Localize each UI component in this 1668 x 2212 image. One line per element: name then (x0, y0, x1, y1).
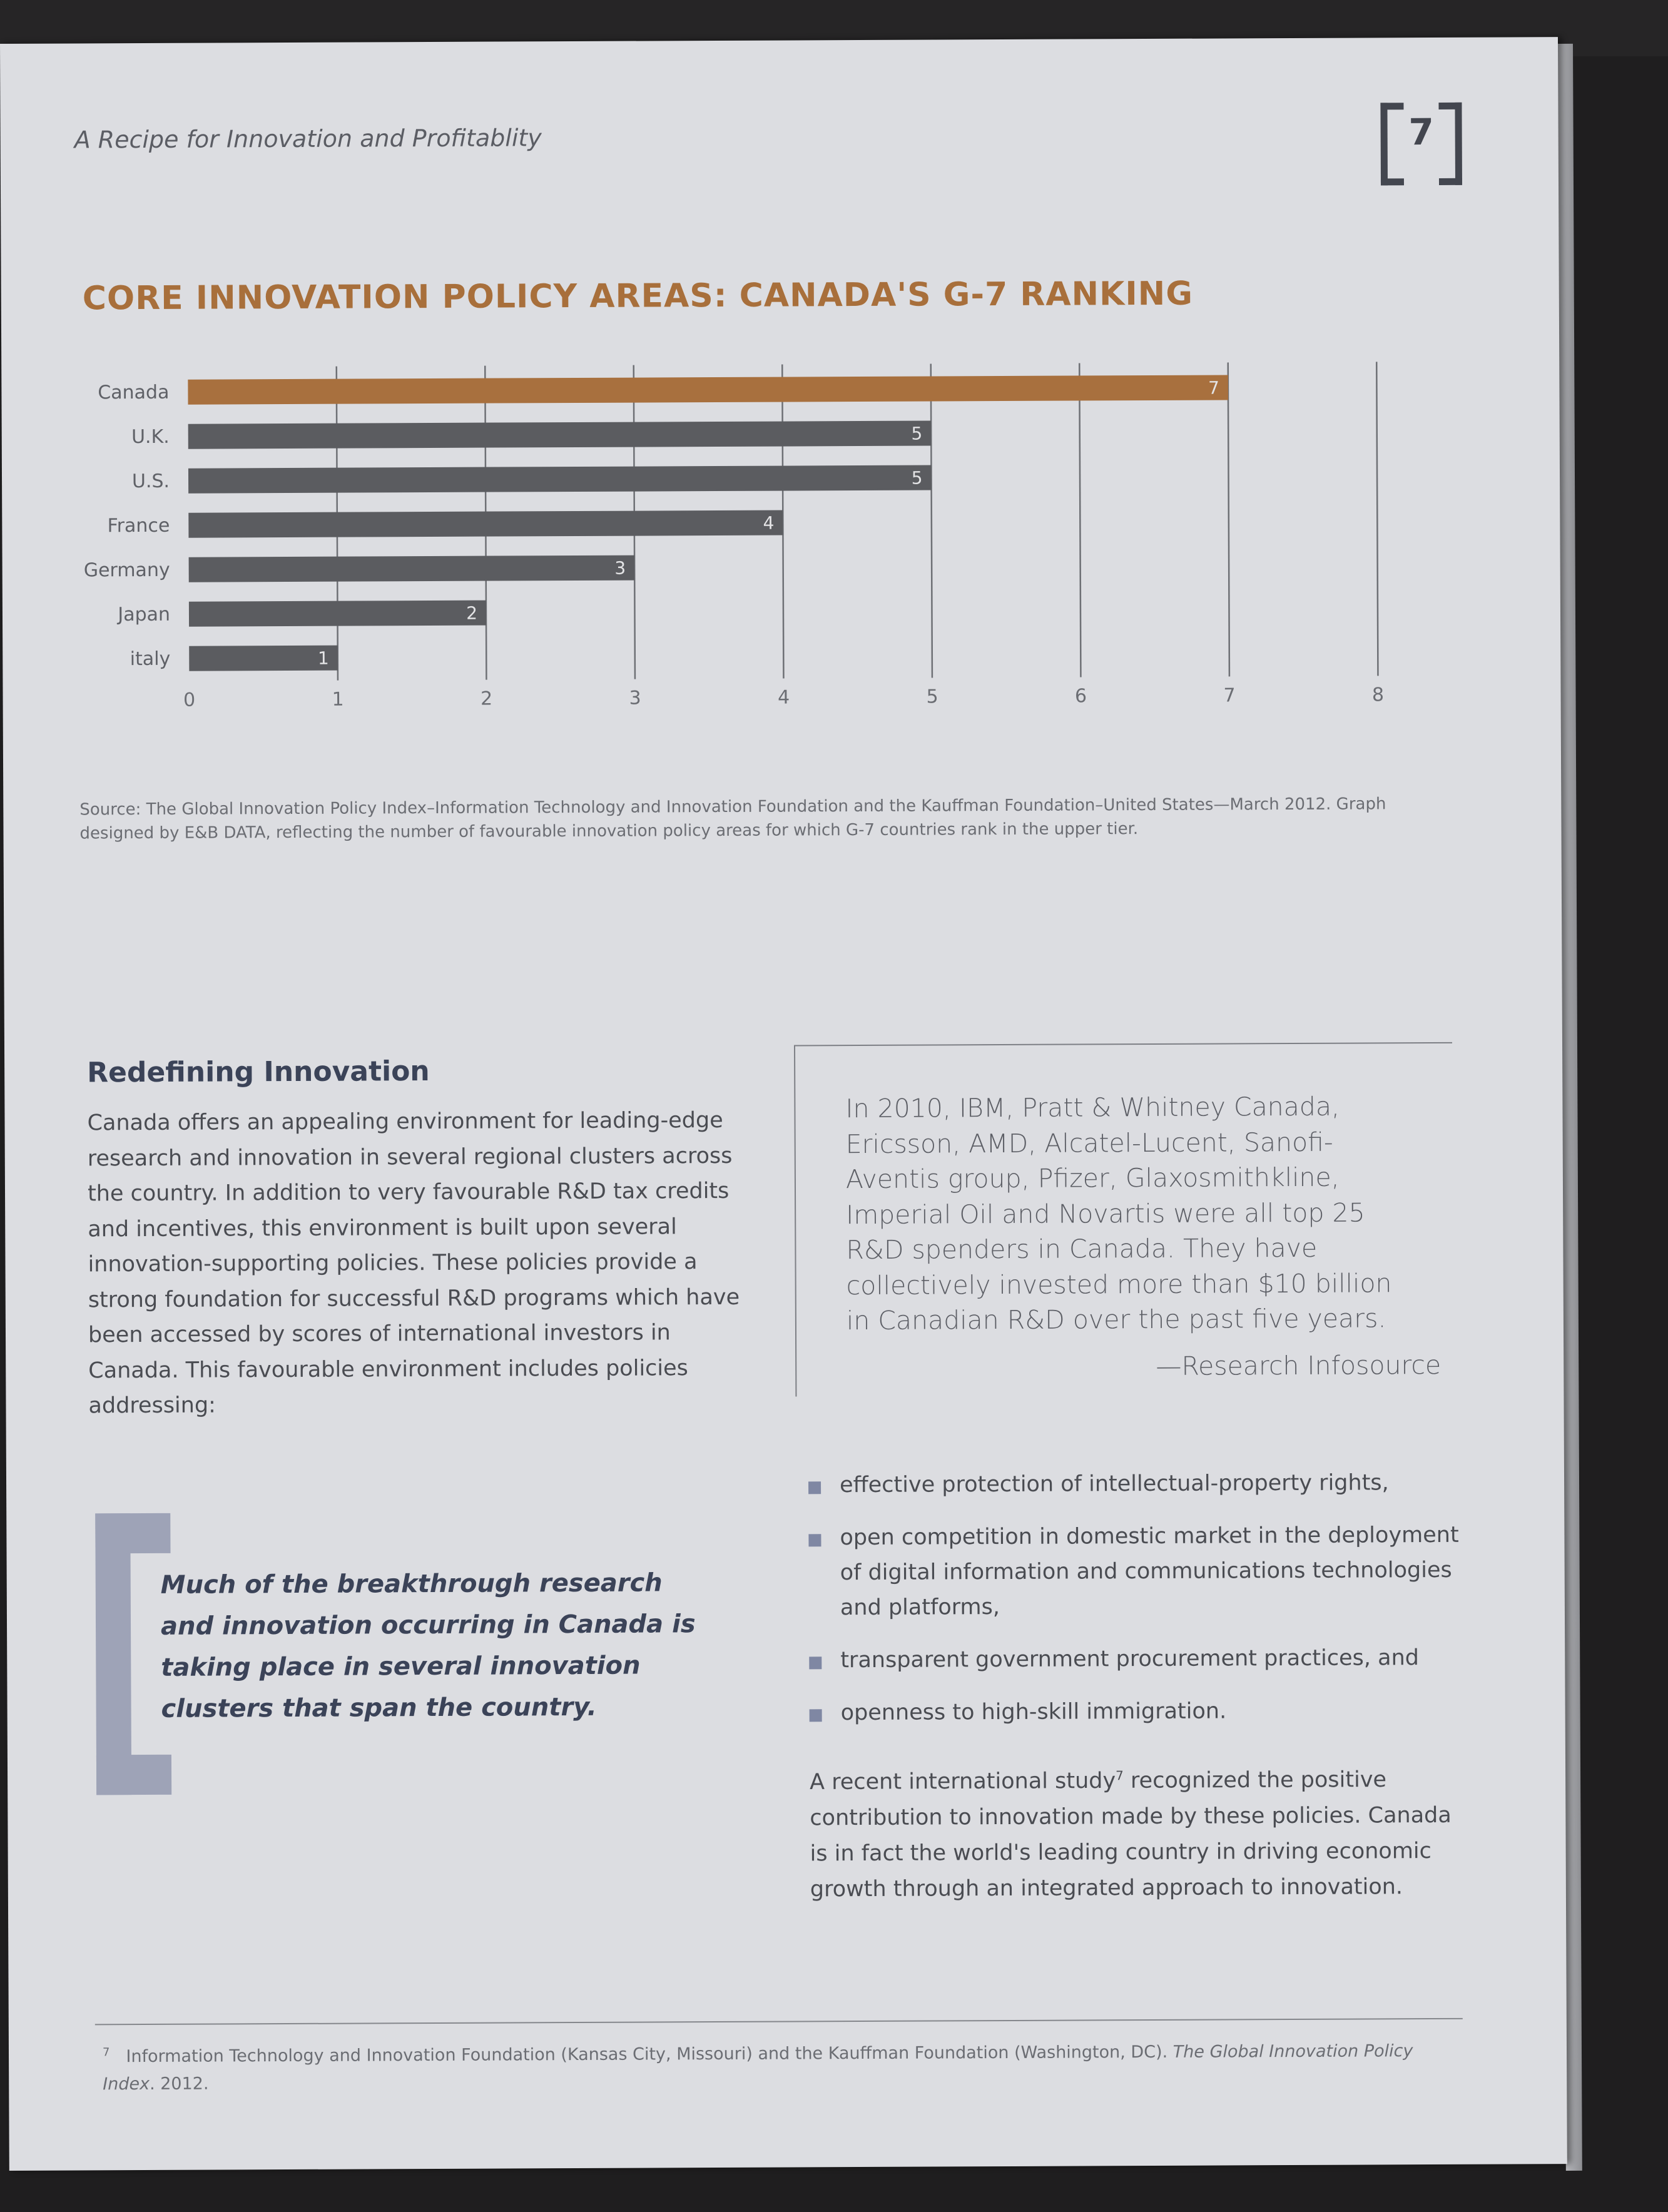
footnote-year: . 2012. (149, 2074, 209, 2094)
x-tick-label: 1 (332, 688, 344, 711)
bar-germany (189, 556, 635, 582)
pull-quote-bracket (95, 1513, 171, 1795)
bar-france (188, 510, 783, 538)
list-item-text: effective protection of intellectual-property rights, (839, 1470, 1389, 1498)
data-label: 1 (317, 647, 329, 669)
x-tick-label: 6 (1074, 685, 1087, 708)
running-header: A Recipe for Innovation and Profitablity (74, 124, 542, 154)
category-label: italy (130, 647, 171, 671)
category-label: Japan (118, 603, 171, 626)
pull-quote: Much of the breakthrough research and innovation occurring in Canada is taking place in several innovation clusters that span the country. (160, 1568, 696, 1723)
chart-title: CORE INNOVATION POLICY AREAS: CANADA'S G-7 RANKING (82, 275, 1194, 318)
bullet-square-icon (808, 1481, 821, 1494)
x-tick-label: 0 (183, 689, 196, 711)
bar-canada (188, 375, 1228, 404)
chart-source-note: Source: The Global Innovation Policy Index–Information Technology and Innovation Foundation and the Kauffman Foundation–United States—March 2012. Graph designed by E&B DATA, reflecting the number of favourable innovation policy areas for which G-7 countries rank in the upper tier. (79, 794, 1386, 843)
x-tick-label: 3 (629, 687, 641, 709)
intro-paragraph: Canada offers an appealing environment for leading-edge research and innovation in several regional clusters across the country. In addition to very favourable R&D tax credits and incentives, this environment is built upon several innovation-supporting policies. These policies provide a strong foundation for successful R&D programs which have been accessed by scores of international investors in Canada. This favourable environment includes policies addressing: (87, 1107, 740, 1419)
gridline-5 (931, 364, 932, 678)
list-item-text: transparent government procurement practices, and (840, 1645, 1420, 1673)
closing-paragraph (810, 1757, 1473, 1907)
x-tick-label: 5 (926, 686, 938, 708)
bullet-square-icon (808, 1534, 821, 1546)
data-label: 7 (1208, 377, 1219, 398)
data-label: 5 (911, 467, 923, 489)
gridline-8 (1376, 362, 1378, 676)
gridline-7 (1228, 362, 1229, 676)
data-label: 2 (466, 602, 478, 624)
footnote (103, 2033, 1460, 2098)
quote-attribution: —Research Infosource (1156, 1349, 1442, 1381)
data-label: 5 (911, 423, 923, 444)
category-label: Canada (98, 381, 170, 404)
bar-chart (0, 38, 1505, 744)
bullet-square-icon (810, 1709, 822, 1722)
x-tick-label: 7 (1223, 684, 1236, 707)
gridline-6 (1079, 363, 1081, 677)
footnote-title: The Global Innovation Policy Index (103, 2041, 1413, 2094)
category-label: U.S. (131, 470, 170, 493)
quote-text: In 2010, IBM, Pratt & Whitney Canada, Ericsson, AMD, Alcatel-Lucent, Sanofi-Aventis group, Pfizer, Glaxosmithkline, Imperial Oil and Novartis were all top 25 R&D spenders in Canada. They have collectively invested more than $10 billion in Canadian R&D over the past five years. (845, 1091, 1392, 1336)
bar-italy (189, 646, 338, 671)
x-tick-label: 4 (777, 686, 790, 709)
list-item (809, 1640, 1485, 1678)
bar-japan (189, 601, 486, 627)
x-tick-label: 8 (1371, 684, 1385, 706)
policy-bullet-list (808, 1465, 1485, 1748)
bar-us (188, 465, 932, 494)
footnote-text: Information Technology and Innovation Foundation (Kansas City, Missouri) and the Kauffman Foundation (Washington, DC). (126, 2042, 1173, 2067)
section-heading: Redefining Innovation (87, 1055, 430, 1089)
data-label: 3 (614, 557, 626, 579)
category-label: France (107, 514, 170, 537)
list-item-text: openness to high-skill immigration. (840, 1698, 1227, 1726)
closing-text-end: recognized the positive contribution to innovation made by these policies. Canada is in fact the world's leading country in driving economic growth through an integrated approach to innovation. (810, 1767, 1452, 1902)
bar-uk (188, 421, 932, 449)
footnote-divider (95, 2018, 1463, 2026)
footnote-number: 7 (102, 2046, 110, 2059)
category-label: Germany (83, 559, 170, 582)
data-label: 4 (763, 512, 775, 534)
footnote-reference: 7 (1116, 1768, 1124, 1783)
list-item (808, 1465, 1484, 1503)
list-item (810, 1693, 1485, 1731)
list-item-text: open competition in domestic market in the deployment of digital information and communications technologies and platforms, (840, 1522, 1459, 1621)
x-tick-label: 2 (480, 687, 493, 710)
document-page (0, 37, 1567, 2171)
list-item (808, 1518, 1485, 1626)
closing-text-start: A recent international study (810, 1768, 1116, 1795)
category-label: U.K. (131, 425, 170, 449)
page-number-label: 7 (1408, 111, 1434, 154)
bullet-square-icon (809, 1656, 821, 1669)
